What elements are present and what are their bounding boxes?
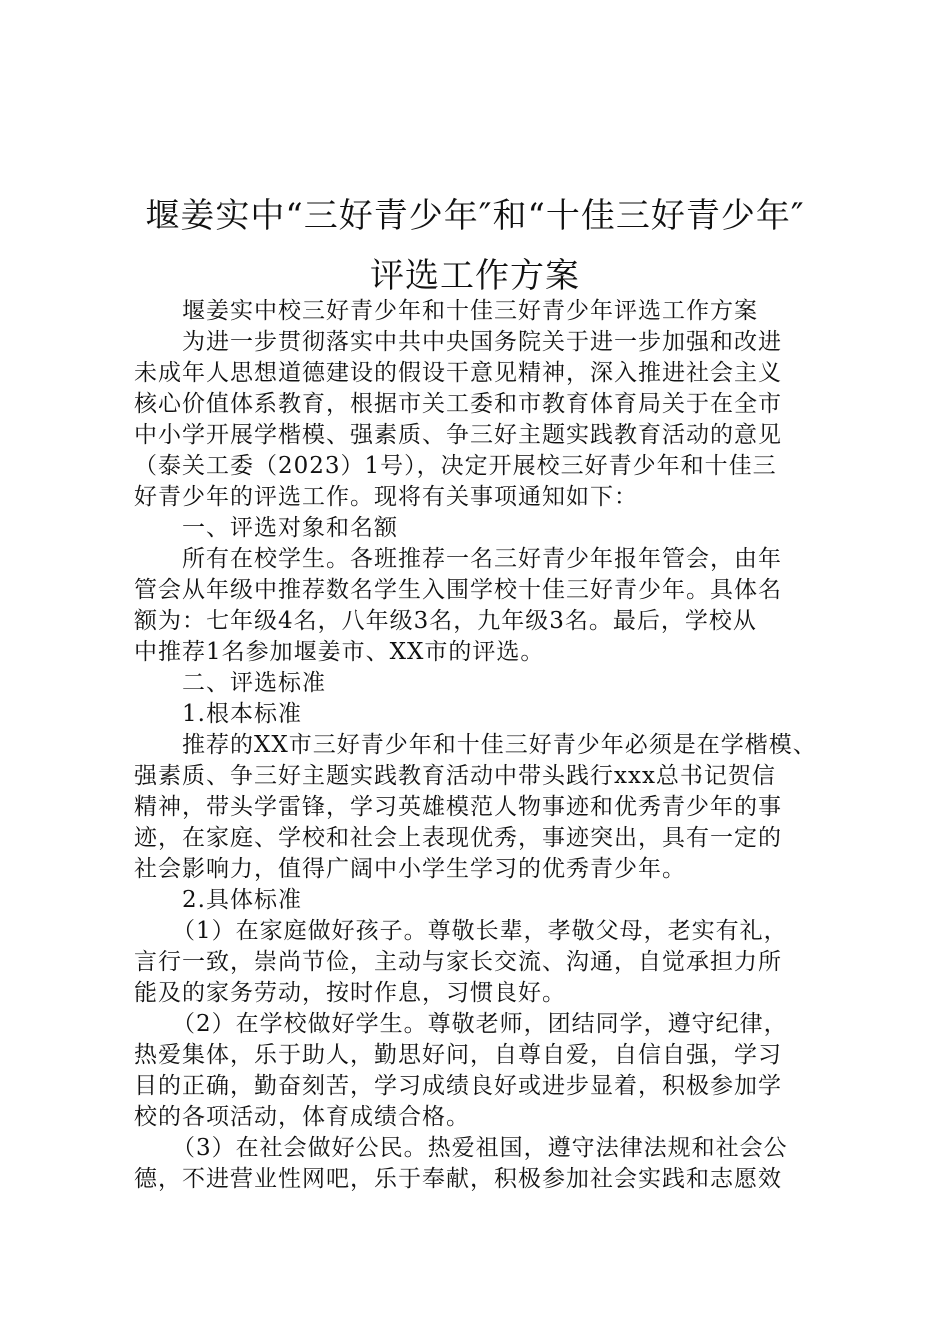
paragraph-line: 好青少年的评选工作。现将有关事项通知如下： [134,484,638,510]
subsection-heading: 2.具体标准 [182,887,302,913]
section-heading: 一、评选对象和名额 [182,515,398,541]
paragraph-line: 言行一致，崇尚节俭，主动与家长交流、沟通，自觉承担力所 [134,949,782,975]
section-heading: 二、评选标准 [182,670,326,696]
paragraph-line: 精神，带头学雷锋，学习英雄模范人物事迹和优秀青少年的事 [134,794,782,820]
document-title-line-1: 堰姜实中“三好青少年″和“十佳三好青少年″ [145,196,805,236]
paragraph-line: 热爱集体，乐于助人，勤思好问，自尊自爱，自信自强，学习 [134,1042,782,1068]
paragraph-line: （1）在家庭做好孩子。尊敬长辈，孝敬父母，老实有礼， [172,918,788,944]
paragraph-line: 校的各项活动，体育成绩合格。 [134,1104,470,1130]
paragraph-line: 所有在校学生。各班推荐一名三好青少年报年管会，由年 [182,546,782,572]
paragraph-line: 中小学开展学楷模、强素质、争三好主题实践教育活动的意见 [134,422,782,448]
paragraph-line: 推荐的XX市三好青少年和十佳三好青少年必须是在学楷模、 [182,732,817,758]
paragraph-line: 迹，在家庭、学校和社会上表现优秀，事迹突出，具有一定的 [134,825,782,851]
document-title-line-2: 评选工作方案 [370,256,580,296]
paragraph-line: 强素质、争三好主题实践教育活动中带头践行xxx总书记贺信 [134,763,776,789]
paragraph-line: 德，不进营业性网吧，乐于奉献，积极参加社会实践和志愿效 [134,1166,782,1192]
paragraph-line: （2）在学校做好学生。尊敬老师，团结同学，遵守纪律， [172,1011,788,1037]
paragraph-line: （泰关工委（2023）1号），决定开展校三好青少年和十佳三 [134,453,777,479]
paragraph-line: 社会影响力，值得广阔中小学生学习的优秀青少年。 [134,856,686,882]
paragraph-line: （3）在社会做好公民。热爱祖国，遵守法律法规和社会公 [172,1135,788,1161]
paragraph-line: 目的正确，勤奋刻苦，学习成绩良好或进步显着，积极参加学 [134,1073,782,1099]
paragraph-line: 额为：七年级4名，八年级3名，九年级3名。最后，学校从 [134,608,757,634]
subsection-heading: 1.根本标准 [182,701,302,727]
subtitle-line: 堰姜实中校三好青少年和十佳三好青少年评选工作方案 [182,298,758,324]
paragraph-line: 未成年人思想道德建设的假设干意见精神，深入推进社会主义 [134,360,782,386]
paragraph-line: 核心价值体系教育，根据市关工委和市教育体育局关于在全市 [134,391,782,417]
paragraph-line: 管会从年级中推荐数名学生入围学校十佳三好青少年。具体名 [134,577,782,603]
paragraph-line: 能及的家务劳动，按时作息，习惯良好。 [134,980,566,1006]
paragraph-line: 为进一步贯彻落实中共中央国务院关于进一步加强和改进 [182,329,782,355]
paragraph-line: 中推荐1名参加堰姜市、XX市的评选。 [134,639,545,665]
